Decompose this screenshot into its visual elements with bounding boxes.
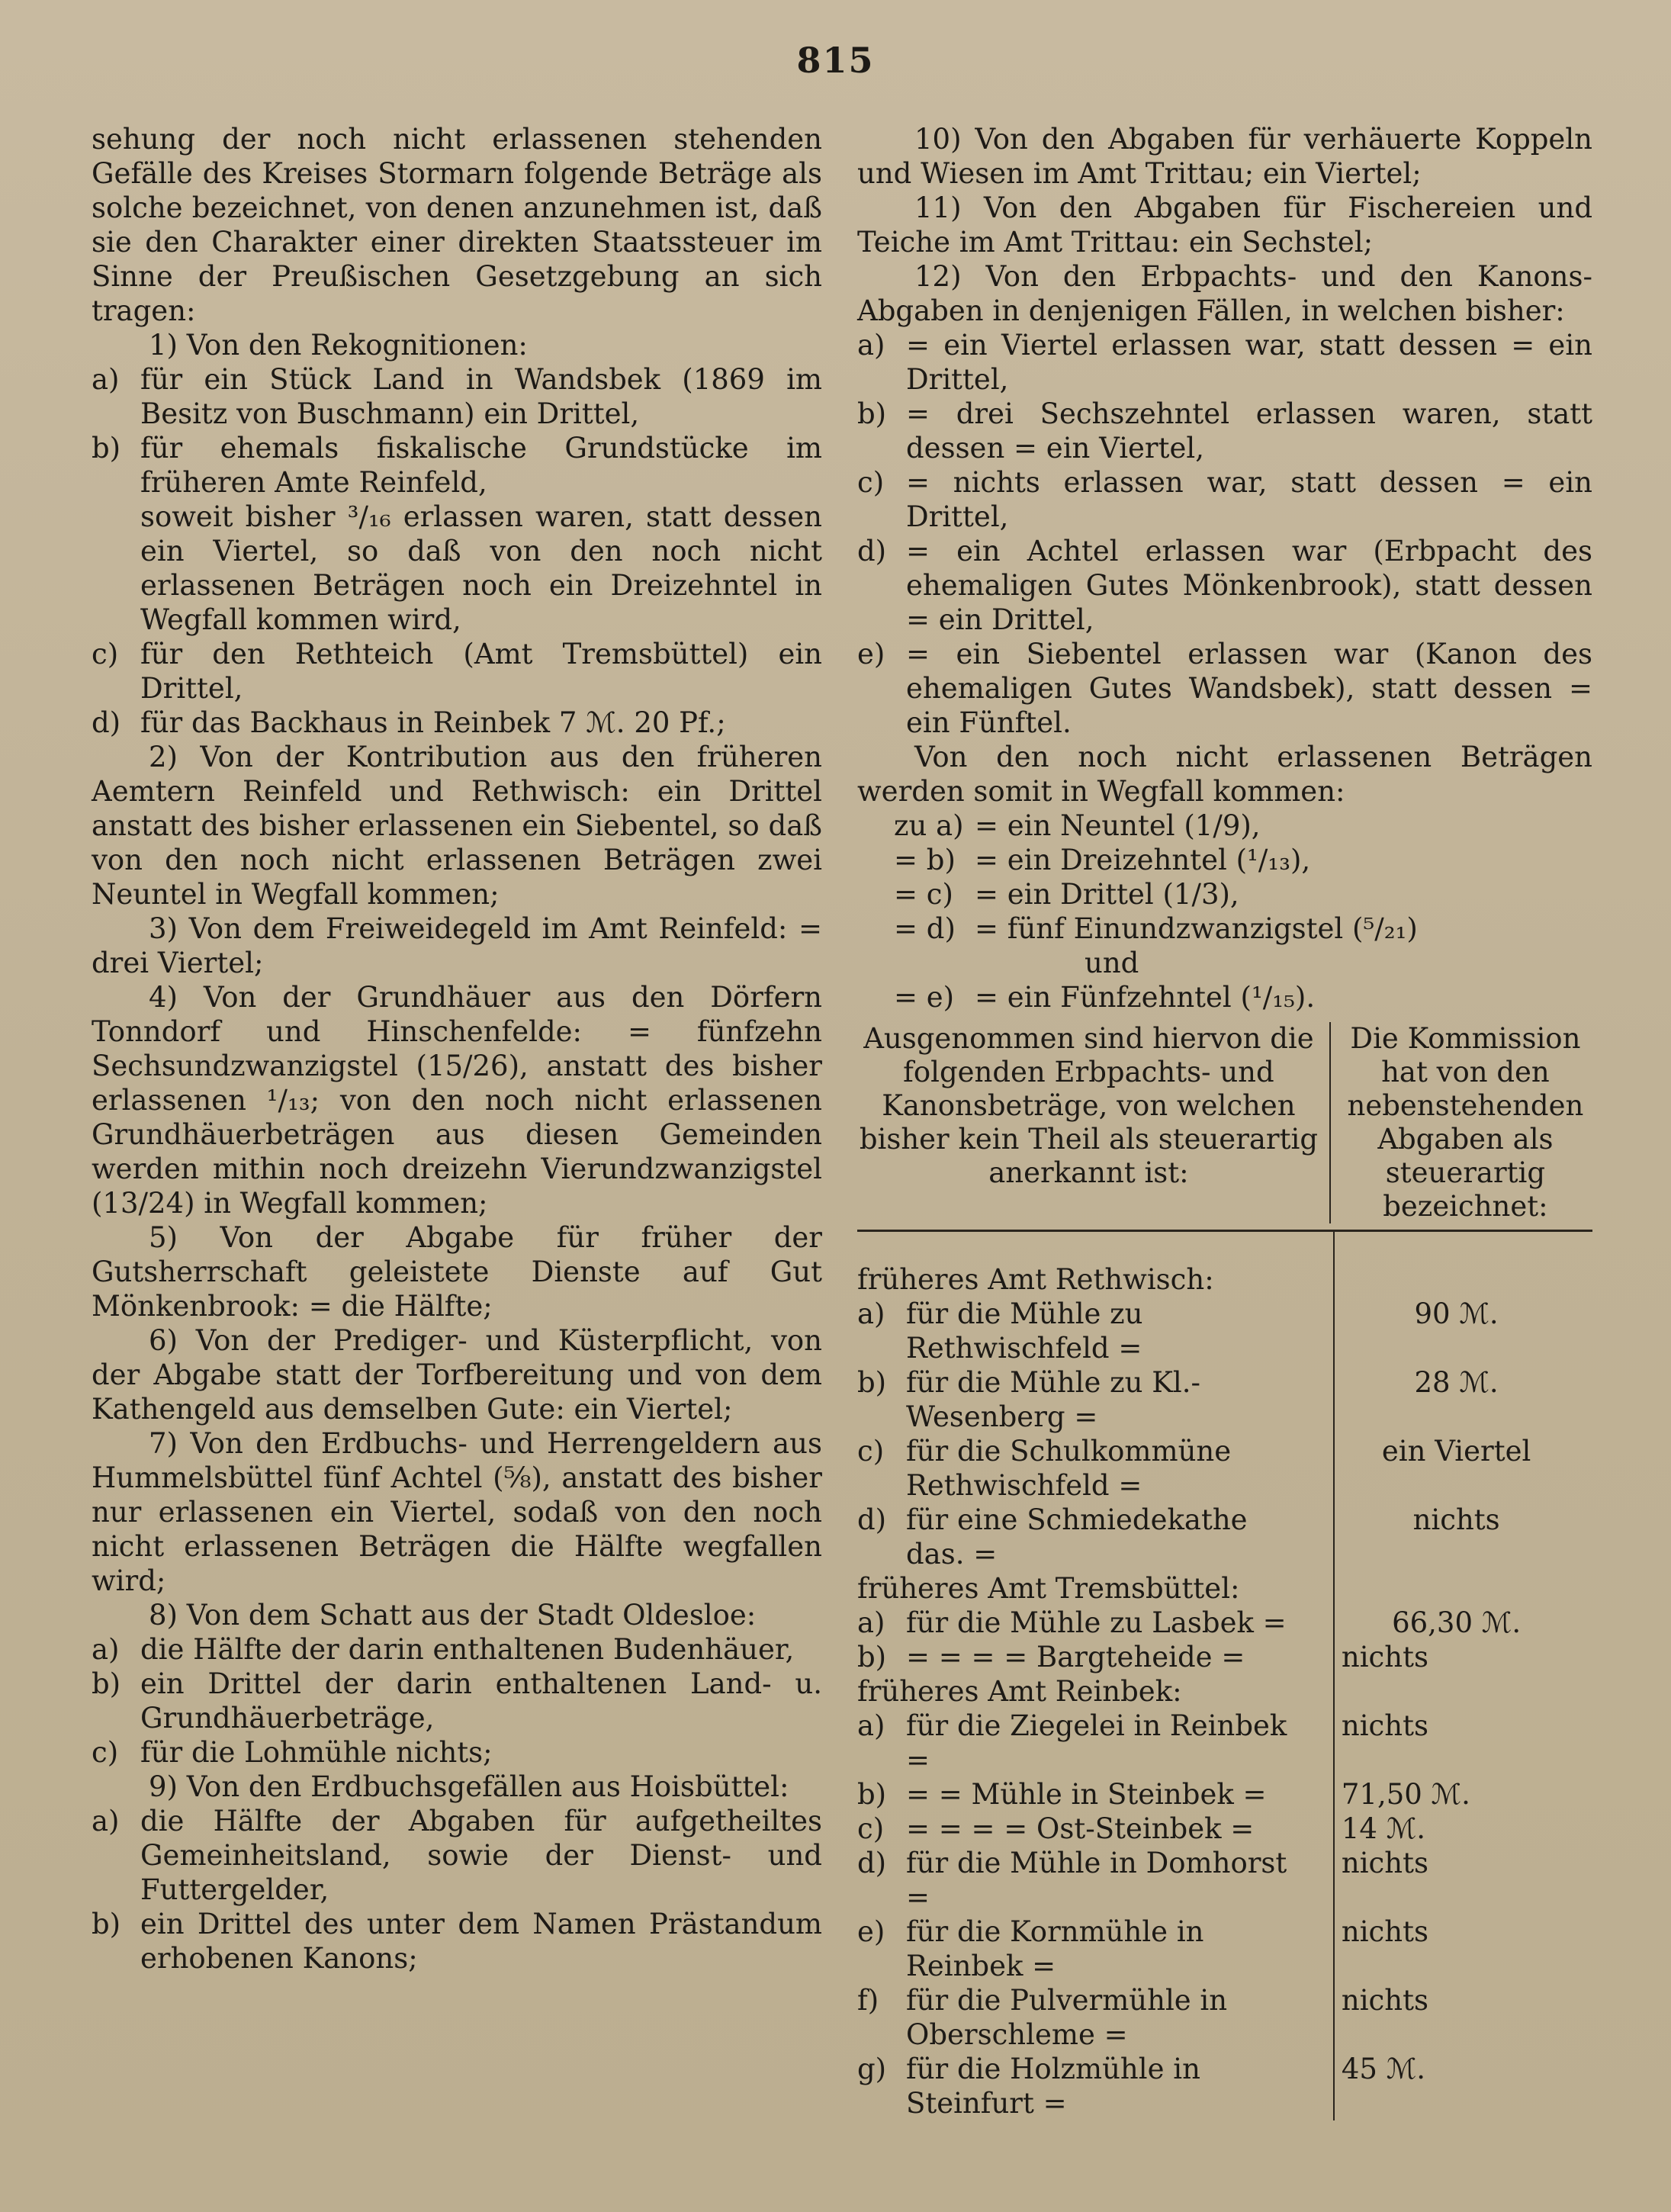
item-12-a [857,328,1592,397]
row-value: nichts [1341,1984,1428,2017]
summary-text: = ein Drittel (1/3), [975,878,1239,911]
row-value: nichts [1341,1847,1428,1879]
marker: c) [92,1736,119,1769]
summary-text: = ein Neuntel (1/9), [975,809,1261,842]
item-1-d [92,706,822,740]
row-value: nichts [1341,1641,1428,1673]
row-label: = = = = Ost-Steinbek = [906,1812,1255,1845]
item-text: = nichts erlassen war, statt dessen = ein Drittel, [906,466,1592,533]
summary-row-d [857,911,1592,946]
summary-text: = ein Fünfzehntel (¹/₁₅). [975,981,1316,1014]
summary-text: = fünf Einundzwanzigstel (⁵/₂₁) [975,912,1418,945]
item-12: 12) Von den Erbpachts- und den Kanons-Abgaben in denjenigen Fällen, in welchen bisher: [857,260,1592,327]
row-label: für die Mühle zu Rethwischfeld = [906,1297,1143,1365]
marker: = b) [894,844,956,876]
item-8-c [92,1735,822,1770]
table-row [857,1434,1592,1503]
item-1-a [92,362,822,431]
item-text: ein Drittel des unter dem Namen Prästandum erhobenen Kanons; [140,1908,822,1975]
item-2: 2) Von der Kontribution aus den früheren Aemtern Reinfeld und Rethwisch: ein Drittel anstatt des bisher erlassenen ein Siebentel, so daß von den noch nicht erlassenen Beträgen zwei Neuntel in Wegfall kommen; [92,741,822,911]
und-text: und [1085,947,1139,979]
table-row [857,1812,1592,1846]
exceptions-table [857,1022,1592,2120]
row-label: für eine Schmiedekathe das. = [906,1503,1248,1571]
marker: a) [92,363,120,396]
marker: e) [857,638,885,670]
summary-row-b [857,843,1592,877]
item-4: 4) Von der Grundhäuer aus den Dörfern Tonndorf und Hinschenfelde: = fünfzehn Sechsundzwanzigstel (15/26), anstatt des bisher erlassenen ¹/₁₃; von den noch nicht erlassenen Grundhäuerbeträgen aus diesen Gemeinden werden mithin noch dreizehn Vierundzwanzigstel (13/24) in Wegfall kommen; [92,981,822,1220]
item-text: die Hälfte der Abgaben für aufgetheiltes Gemeinheitsland, sowie der Dienst- und Futtergelder, [140,1805,822,1906]
marker: = c) [894,878,953,911]
item-text: = drei Sechszehntel erlassen waren, statt dessen = ein Viertel, [906,397,1592,465]
item-3: 3) Von dem Freiweidegeld im Amt Reinfeld: = drei Viertel; [92,912,822,979]
item-text: für ehemals fiskalische Grundstücke im früheren Amte Reinfeld, [140,432,822,499]
intro-paragraph: sehung der noch nicht erlassenen stehenden Gefälle des Kreises Stormarn folgende Beträge als solche bezeichnet, von denen anzunehmen ist, daß sie den Charakter einer direkten Staatssteuer im Sinne der Preußischen Gesetzgebung an sich tragen: [92,123,822,327]
summary-row-c [857,877,1592,911]
table-row [857,1777,1592,1812]
item-text: = ein Siebentel erlassen war (Kanon des ehemaligen Gutes Wandsbek), statt dessen = ein Fünftel. [906,638,1592,739]
page-number: 815 [796,40,875,81]
marker: c) [857,466,885,499]
item-12-e [857,637,1592,740]
row-label: für die Schulkommüne Rethwischfeld = [906,1435,1232,1502]
item-1-b [92,431,822,500]
item-12-c [857,465,1592,534]
summary-und [857,946,1592,980]
marker: d) [857,1847,887,1879]
row-value: 71,50 ℳ. [1341,1778,1470,1811]
row-value: nichts [1341,1915,1428,1948]
item-text: die Hälfte der darin enthaltenen Budenhäuer, [140,1633,795,1666]
row-value: ein Viertel [1381,1435,1531,1468]
row-label: = = = = Bargteheide = [906,1641,1245,1673]
marker: d) [92,706,121,739]
item-9-heading: 9) Von den Erdbuchsgefällen aus Hoisbüttel: [149,1770,789,1803]
marker: a) [857,329,885,362]
row-value: 66,30 ℳ. [1392,1606,1522,1639]
item-8-heading: 8) Von dem Schatt aus der Stadt Oldesloe: [149,1599,757,1632]
marker: b) [857,1778,887,1811]
item-8-b [92,1667,822,1735]
table-header [857,1022,1592,1232]
item-12-d [857,534,1592,637]
marker: f) [857,1984,879,2017]
marker: b) [92,1667,121,1700]
row-value: 14 ℳ. [1341,1812,1426,1845]
row-label: = = Mühle in Steinbek = [906,1778,1267,1811]
table-header-right: Die Kommission hat von den nebenstehenden Abgaben als steuerartig bezeichnet: [1329,1022,1592,1223]
table-row [857,1365,1592,1434]
section-title: früheres Amt Tremsbüttel: [857,1572,1240,1605]
item-1-heading: 1) Von den Rekognitionen: [149,329,528,362]
item-text: ein Drittel der darin enthaltenen Land- u. Grundhäuerbeträge, [140,1667,822,1735]
item-8-a [92,1632,822,1667]
row-value: 28 ℳ. [1414,1366,1499,1399]
marker: b) [857,1366,887,1399]
row-value: nichts [1341,1709,1428,1742]
table-row [857,1297,1592,1365]
table-row [857,1915,1592,1983]
row-value: 45 ℳ. [1341,2053,1426,2085]
marker: a) [857,1606,885,1639]
summary-intro: Von den noch nicht erlassenen Beträgen werden somit in Wegfall kommen: [857,741,1592,808]
item-1-c [92,637,822,706]
item-text: für die Lohmühle nichts; [140,1736,493,1769]
table-row [857,1709,1592,1777]
marker: e) [857,1915,885,1948]
marker: zu a) [894,809,964,842]
marker: b) [857,1641,887,1673]
marker: g) [857,2053,887,2085]
row-label: für die Pulvermühle in Oberschleme = [906,1984,1228,2051]
item-text: für ein Stück Land in Wandsbek (1869 im Besitz von Buschmann) ein Drittel, [140,363,822,430]
section-title: früheres Amt Rethwisch: [857,1263,1214,1296]
table-body [857,1232,1592,2120]
item-1-b-continuation: soweit bisher ³/₁₆ erlassen waren, statt dessen ein Viertel, so daß von den noch nicht erlassenen Beträgen noch ein Dreizehntel in Wegfall kommen wird, [140,500,822,636]
summary-row-a [857,809,1592,843]
marker: d) [857,535,887,567]
item-text: = ein Viertel erlassen war, statt dessen = ein Drittel, [906,329,1592,396]
left-column [92,122,822,1976]
row-label: für die Mühle in Domhorst = [906,1847,1287,1914]
item-7: 7) Von den Erdbuchs- und Herrengeldern aus Hummelsbüttel fünf Achtel (⅝), anstatt des bisher nur erlassenen ein Viertel, sodaß von den noch nicht erlassenen Beträgen die Hälfte wegfallen wird; [92,1427,822,1597]
item-text: für den Rethteich (Amt Tremsbüttel) ein Drittel, [140,638,822,705]
row-value: 90 ℳ. [1414,1297,1499,1330]
table-row [857,1983,1592,2052]
marker: = d) [894,912,956,945]
table-section [857,1262,1592,1297]
table-row [857,1640,1592,1674]
summary-row-e [857,980,1592,1014]
item-5: 5) Von der Abgabe für früher der Gutsherrschaft geleistete Dienste auf Gut Mönkenbrook: = die Hälfte; [92,1221,822,1323]
item-9-a [92,1804,822,1907]
marker: a) [92,1633,120,1666]
item-text: für das Backhaus in Reinbek 7 ℳ. 20 Pf.; [140,706,726,739]
marker: b) [857,397,887,430]
item-6: 6) Von der Prediger- und Küsterpflicht, von der Abgabe statt der Torfbereitung und von dem Kathengeld aus demselben Gute: ein Viertel; [92,1324,822,1426]
marker: b) [92,1908,121,1940]
row-label: für die Mühle zu Kl.-Wesenberg = [906,1366,1201,1433]
marker: c) [92,638,119,670]
item-11: 11) Von den Abgaben für Fischereien und Teiche im Amt Trittau: ein Sechstel; [857,191,1592,259]
table-row [857,1606,1592,1640]
item-10: 10) Von den Abgaben für verhäuerte Koppeln und Wiesen im Amt Trittau; ein Viertel; [857,123,1592,190]
item-12-b [857,397,1592,465]
right-column [857,122,1592,2120]
marker: a) [857,1709,885,1742]
item-text: = ein Achtel erlassen war (Erbpacht des ehemaligen Gutes Mönkenbrook), statt dessen = ein Drittel, [906,535,1592,636]
row-value: nichts [1412,1503,1500,1536]
table-section [857,1571,1592,1606]
table-row [857,1846,1592,1915]
row-label: für die Holzmühle in Steinfurt = [906,2053,1200,2120]
table-section [857,1674,1592,1709]
table-row [857,2052,1592,2120]
marker: a) [857,1297,885,1330]
marker: d) [857,1503,887,1536]
table-row [857,1503,1592,1571]
marker: a) [92,1805,120,1837]
marker: c) [857,1435,885,1468]
section-title: früheres Amt Reinbek: [857,1675,1182,1708]
marker: b) [92,432,121,465]
item-9-b [92,1907,822,1976]
row-label: für die Kornmühle in Reinbek = [906,1915,1204,1982]
table-header-left: Ausgenommen sind hiervon die folgenden Erbpachts- und Kanonsbeträge, von welchen bisher kein Theil als steuerartig anerkannt ist: [859,1022,1319,1189]
marker: c) [857,1812,885,1845]
row-label: für die Mühle zu Lasbek = [906,1606,1287,1639]
marker: = e) [894,981,955,1014]
summary-text: = ein Dreizehntel (¹/₁₃), [975,844,1311,876]
row-label: für die Ziegelei in Reinbek = [906,1709,1287,1776]
